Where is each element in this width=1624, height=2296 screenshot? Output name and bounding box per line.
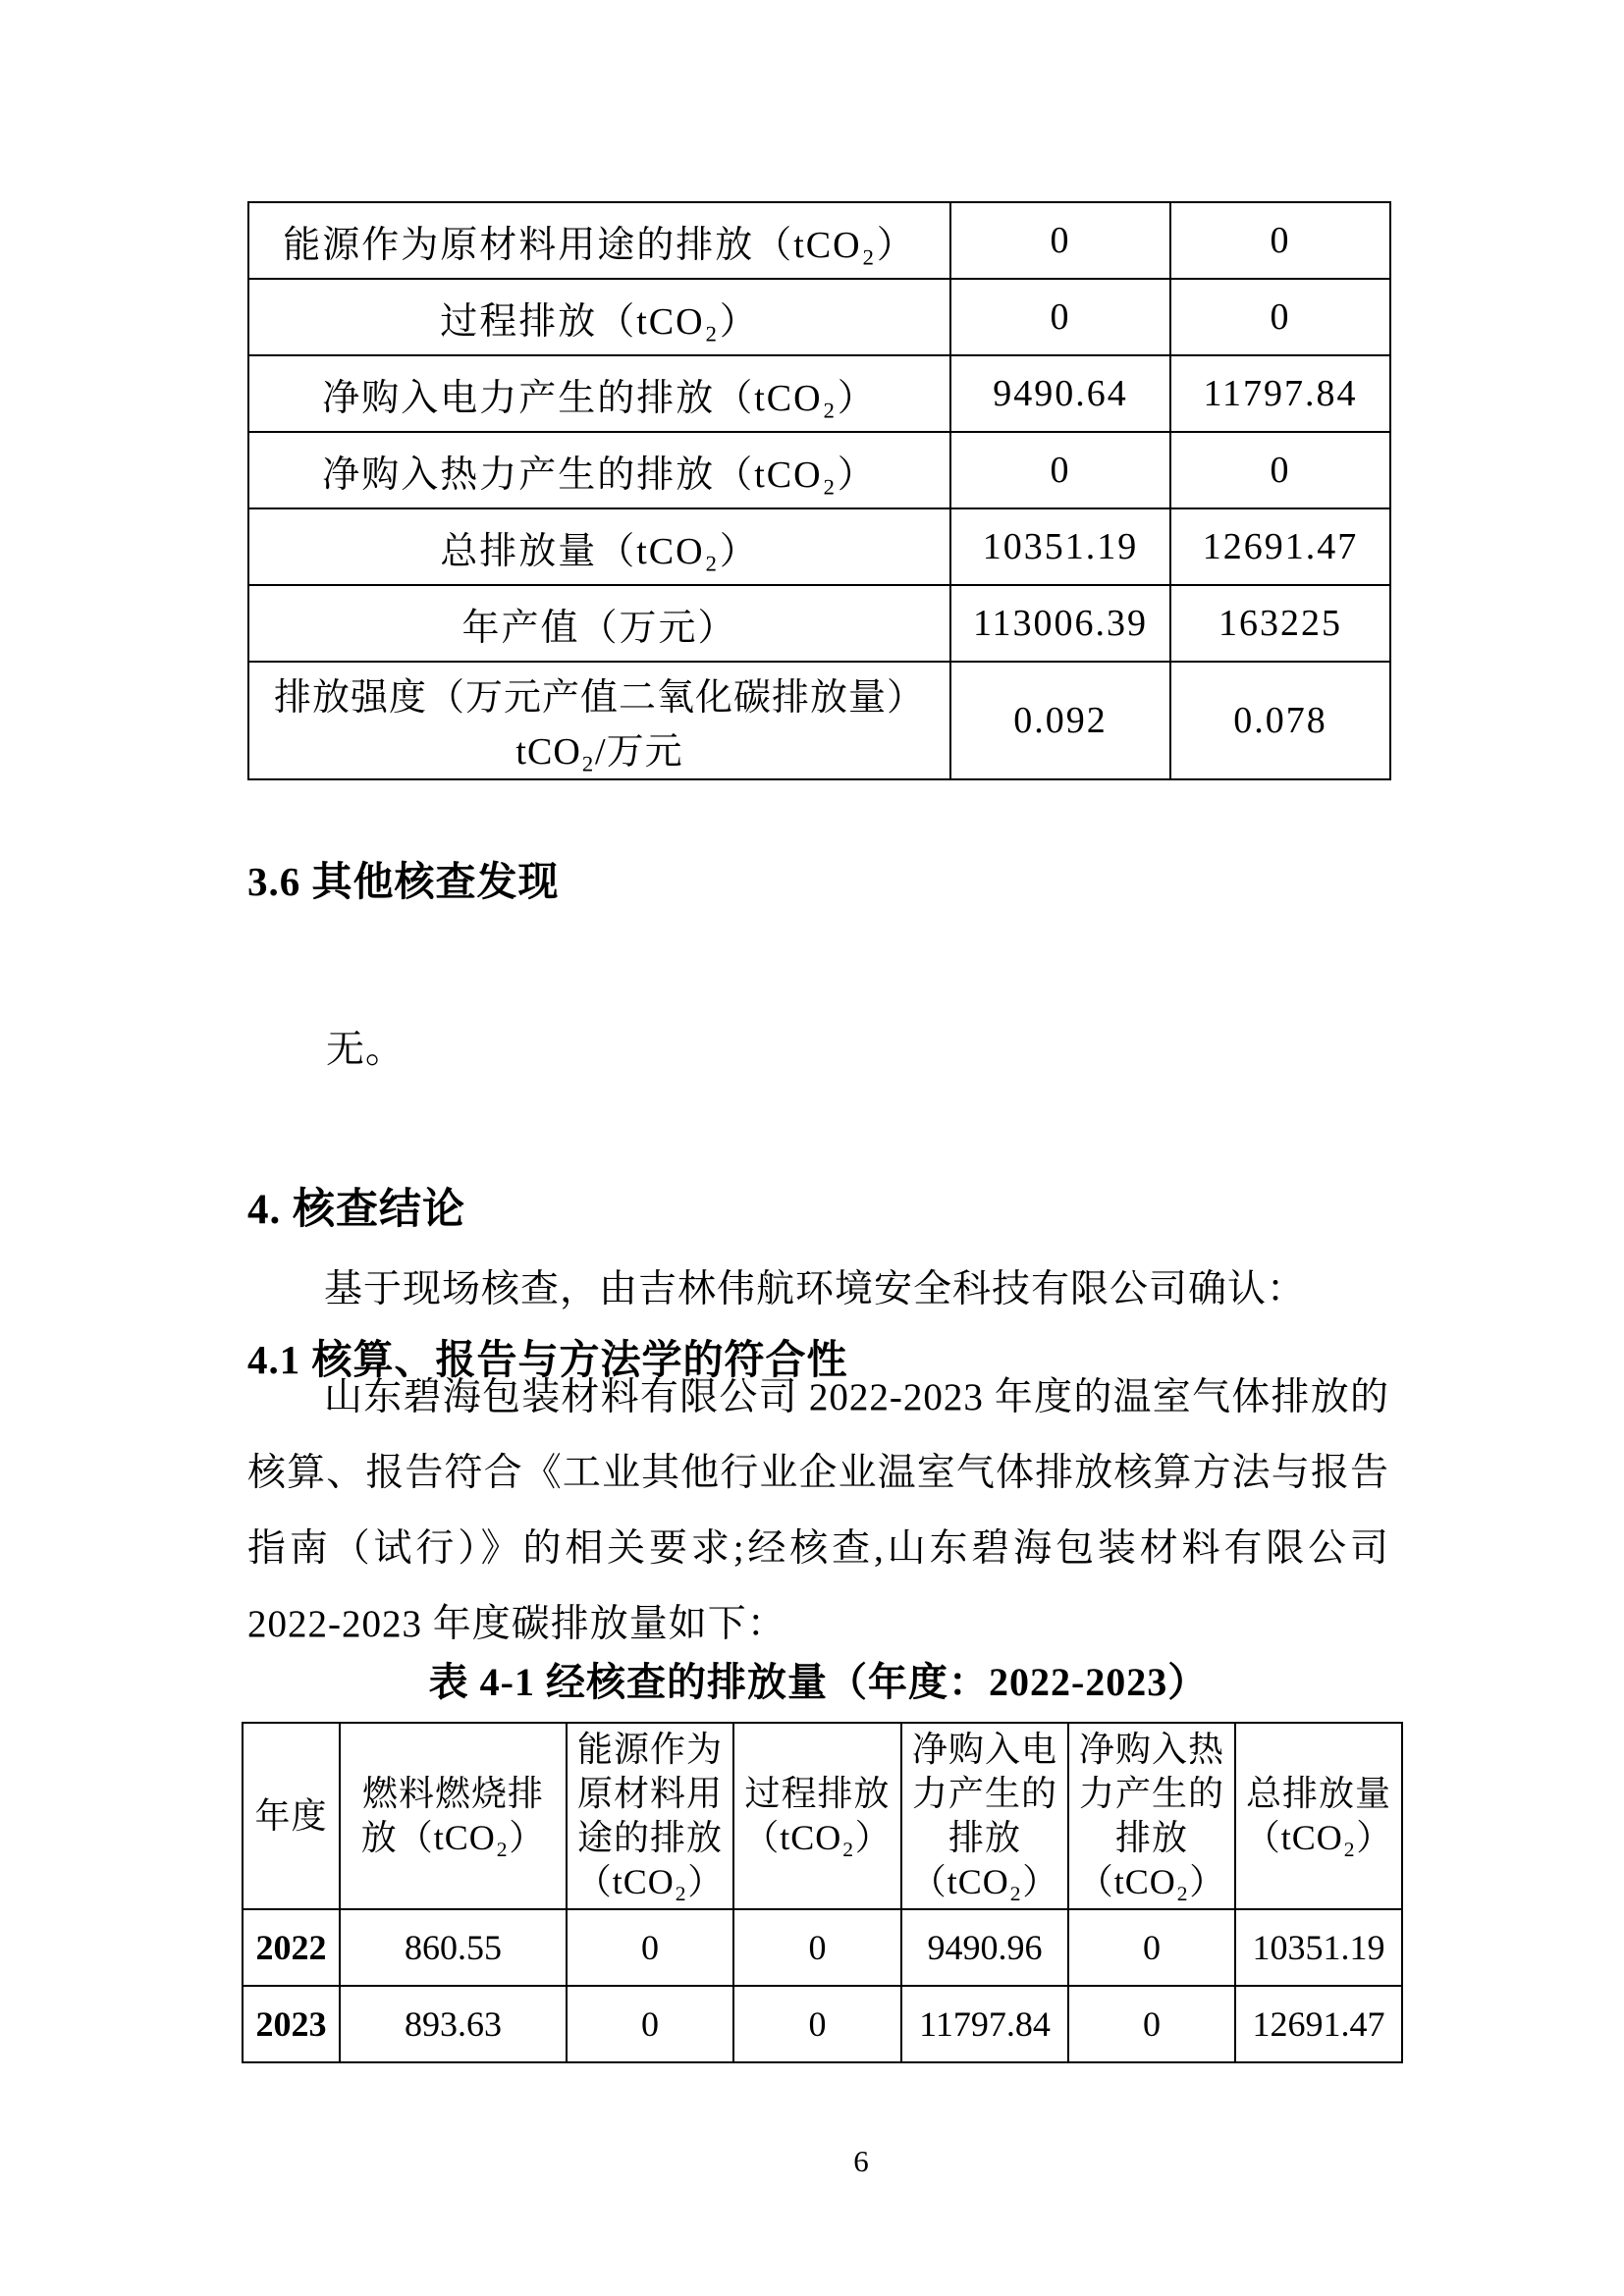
process-cell: 0 [733, 1909, 901, 1986]
year-cell: 2023 [243, 1986, 340, 2062]
value-2023: 0 [1170, 432, 1390, 508]
table-row [248, 432, 1390, 508]
header-purchased-heat: 净购入热力产生的排放（tCO₂） [1068, 1723, 1235, 1909]
header-process-emissions: 过程排放（tCO₂） [733, 1723, 901, 1909]
value-2023: 11797.84 [1170, 355, 1390, 432]
section-3-6-body: 无。 [326, 1029, 406, 1071]
process-cell: 0 [733, 1986, 901, 2062]
header-total-emissions: 总排放量（tCO₂） [1235, 1723, 1402, 1909]
table-row [248, 508, 1390, 585]
header-energy-as-raw-material: 能源作为原材料用途的排放（tCO₂） [567, 1723, 733, 1909]
page-number: 6 [853, 2144, 869, 2178]
year-cell: 2022 [243, 1909, 340, 1986]
header-purchased-electricity: 净购入电力产生的排放（tCO₂） [901, 1723, 1068, 1909]
value-2022: 9490.64 [950, 355, 1170, 432]
section-4-heading: 4. 核查结论 [247, 1187, 465, 1233]
table-row [243, 1909, 1402, 1986]
energy-raw-cell: 0 [567, 1909, 733, 1986]
table-row [243, 1986, 1402, 2062]
row-label: 总排放量（tCO₂） [248, 508, 950, 585]
value-2022: 0 [950, 432, 1170, 508]
value-2023: 0 [1170, 279, 1390, 355]
value-2023: 163225 [1170, 585, 1390, 662]
value-2022: 0 [950, 202, 1170, 279]
section-4-1-paragraph: 山东碧海包装材料有限公司 2022-2023 年度的温室气体排放的核算、报告符合《工业其他行业企业温室气体排放核算方法与报告指南（试行）》的相关要求;经核查,山东碧海包装材料有限公司 2022-2023 年度碳排放量如下： [247, 1376, 1389, 1645]
electricity-cell: 9490.96 [901, 1909, 1068, 1986]
header-year: 年度 [243, 1723, 340, 1909]
heat-cell: 0 [1068, 1986, 1235, 2062]
value-2022: 0.092 [950, 662, 1170, 779]
row-label [248, 662, 950, 779]
intensity-label-line1: 排放强度（万元产值二氧化碳排放量） [273, 677, 925, 719]
table-row [248, 585, 1390, 662]
value-2023: 0 [1170, 202, 1390, 279]
verified-emissions-table-4-1 [242, 1722, 1403, 2063]
row-label: 年产值（万元） [248, 585, 950, 662]
header-row [243, 1723, 1402, 1909]
value-2023: 12691.47 [1170, 508, 1390, 585]
header-fuel-combustion: 燃料燃烧排放（tCO₂） [340, 1723, 567, 1909]
fuel-cell: 893.63 [340, 1986, 567, 2062]
electricity-cell: 11797.84 [901, 1986, 1068, 2062]
heat-cell: 0 [1068, 1909, 1235, 1986]
total-cell: 12691.47 [1235, 1986, 1402, 2062]
total-cell: 10351.19 [1235, 1909, 1402, 1986]
row-label: 净购入热力产生的排放（tCO₂） [248, 432, 950, 508]
row-label: 能源作为原材料用途的排放（tCO₂） [248, 202, 950, 279]
energy-raw-cell: 0 [567, 1986, 733, 2062]
row-label: 过程排放（tCO₂） [248, 279, 950, 355]
table-row [248, 202, 1390, 279]
section-3-6-heading: 3.6 其他核查发现 [247, 859, 560, 904]
value-2022: 10351.19 [950, 508, 1170, 585]
table-4-1-title: 表 4-1 经核查的排放量（年度：2022-2023） [428, 1660, 1209, 1704]
emissions-summary-continuation-table [247, 201, 1391, 780]
section-4-1-heading: 4.1 核算、报告与方法学的符合性 [247, 1337, 848, 1382]
table-row [248, 355, 1390, 432]
row-label: 净购入电力产生的排放（tCO₂） [248, 355, 950, 432]
value-2022: 113006.39 [950, 585, 1170, 662]
value-2023: 0.078 [1170, 662, 1390, 779]
section-4-intro: 基于现场核查，由吉林伟航环境安全科技有限公司确认： [324, 1268, 1307, 1310]
table-row [248, 662, 1390, 779]
table-row [248, 279, 1390, 355]
value-2022: 0 [950, 279, 1170, 355]
fuel-cell: 860.55 [340, 1909, 567, 1986]
intensity-label-line2: tCO₂/万元 [515, 731, 683, 773]
